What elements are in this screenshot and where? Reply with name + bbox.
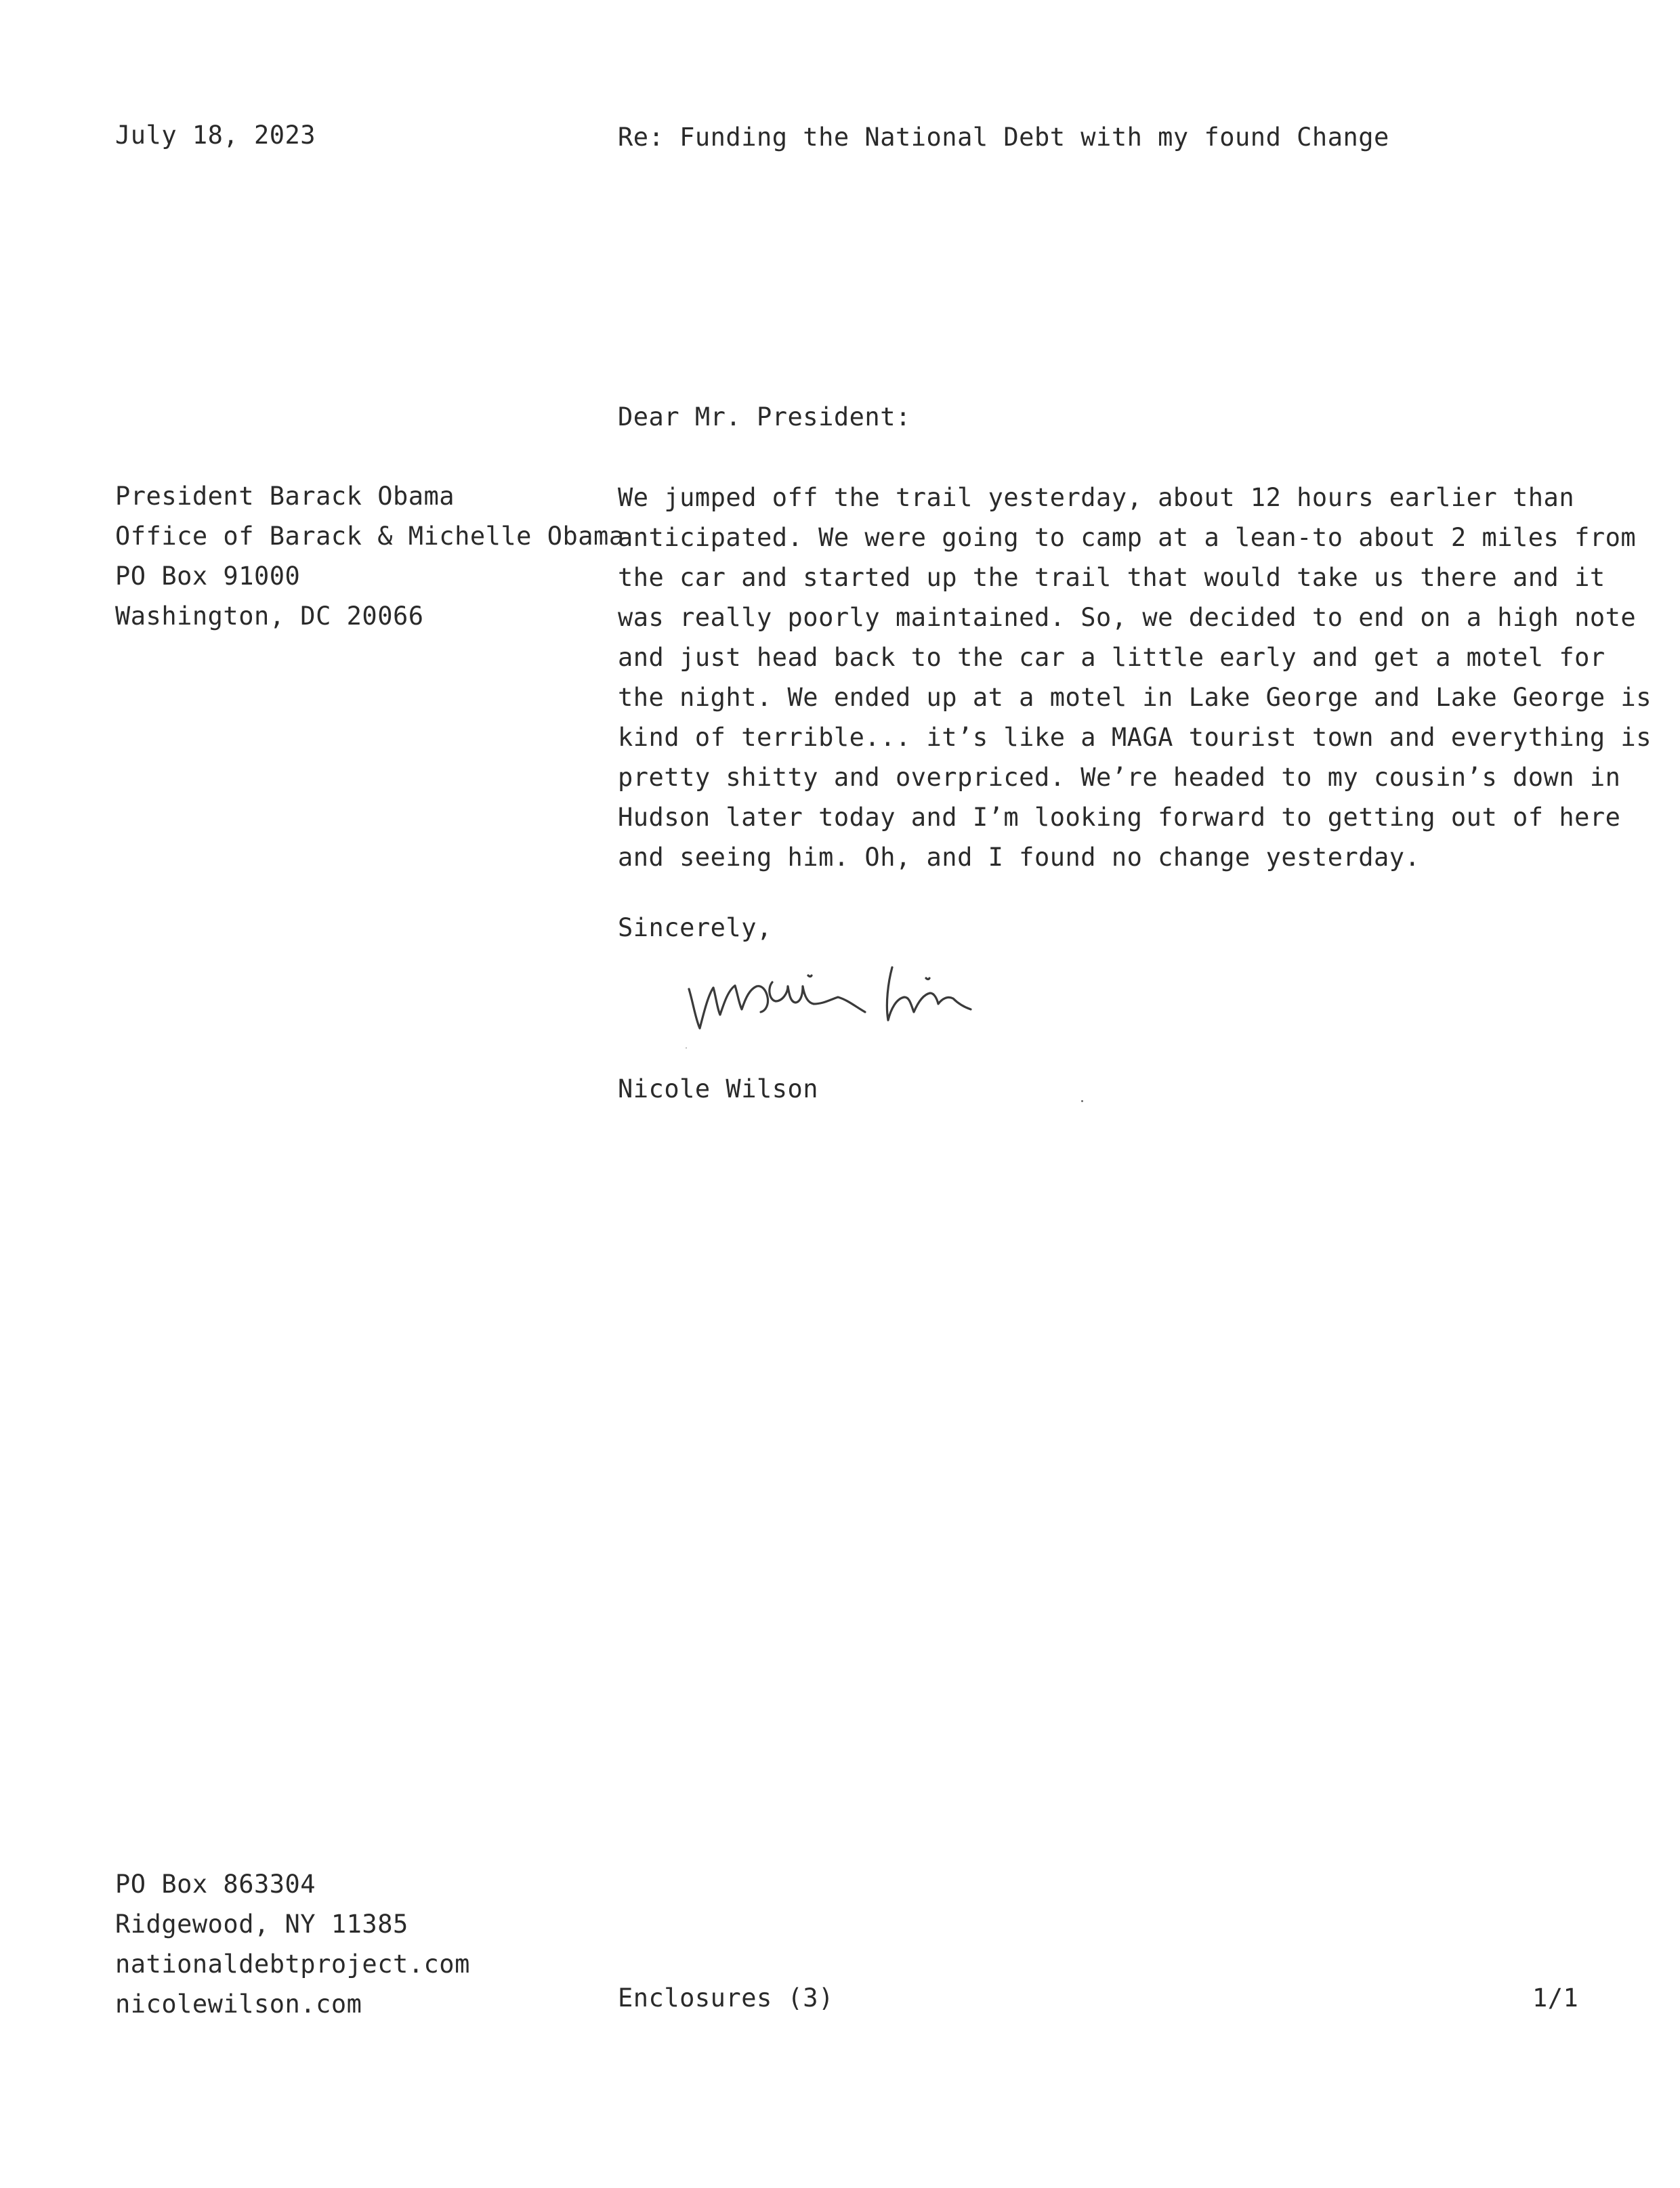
letter-date: July 18, 2023	[115, 121, 316, 150]
body-line: the night. We ended up at a motel in Lake George and Lake George is	[618, 683, 1652, 712]
salutation: Dear Mr. President:	[618, 402, 911, 432]
handwritten-signature	[681, 955, 1060, 1043]
sender-website-personal: nicolewilson.com	[115, 1990, 362, 2019]
recipient-po-box: PO Box 91000	[115, 562, 301, 591]
signer-name: Nicole Wilson	[618, 1074, 819, 1103]
enclosures-note: Enclosures (3)	[618, 1983, 834, 2013]
body-line: kind of terrible... it’s like a MAGA tourist town and everything is	[618, 723, 1652, 752]
scan-speck	[686, 1047, 687, 1049]
body-line: and seeing him. Oh, and I found no change yesterday.	[618, 843, 1421, 872]
recipient-address	[115, 476, 625, 636]
sender-po-box: PO Box 863304	[115, 1870, 316, 1899]
sender-city: Ridgewood, NY 11385	[115, 1910, 408, 1939]
letter-subject: Re: Funding the National Debt with my found Change	[618, 123, 1389, 152]
recipient-office: Office of Barack & Michelle Obama	[115, 522, 625, 551]
sender-address	[115, 1864, 470, 2024]
sender-website-project: nationaldebtproject.com	[115, 1950, 470, 1979]
scan-speck	[1081, 1100, 1083, 1102]
body-line: pretty shitty and overpriced. We’re headed to my cousin’s down in	[618, 763, 1621, 792]
page-number: 1/1	[1532, 1983, 1579, 2013]
body-line: We jumped off the trail yesterday, about 12 hours earlier than	[618, 483, 1575, 512]
body-line: the car and started up the trail that would take us there and it	[618, 563, 1605, 592]
closing: Sincerely,	[618, 913, 772, 942]
body-line: was really poorly maintained. So, we decided to end on a high note	[618, 603, 1637, 632]
recipient-name: President Barack Obama	[115, 482, 455, 511]
body-line: anticipated. We were going to camp at a lean-to about 2 miles from	[618, 523, 1637, 552]
recipient-city: Washington, DC 20066	[115, 602, 424, 631]
letter-body	[618, 478, 1652, 877]
body-line: and just head back to the car a little early and get a motel for	[618, 643, 1605, 672]
body-line: Hudson later today and I’m looking forward to getting out of here	[618, 803, 1621, 832]
